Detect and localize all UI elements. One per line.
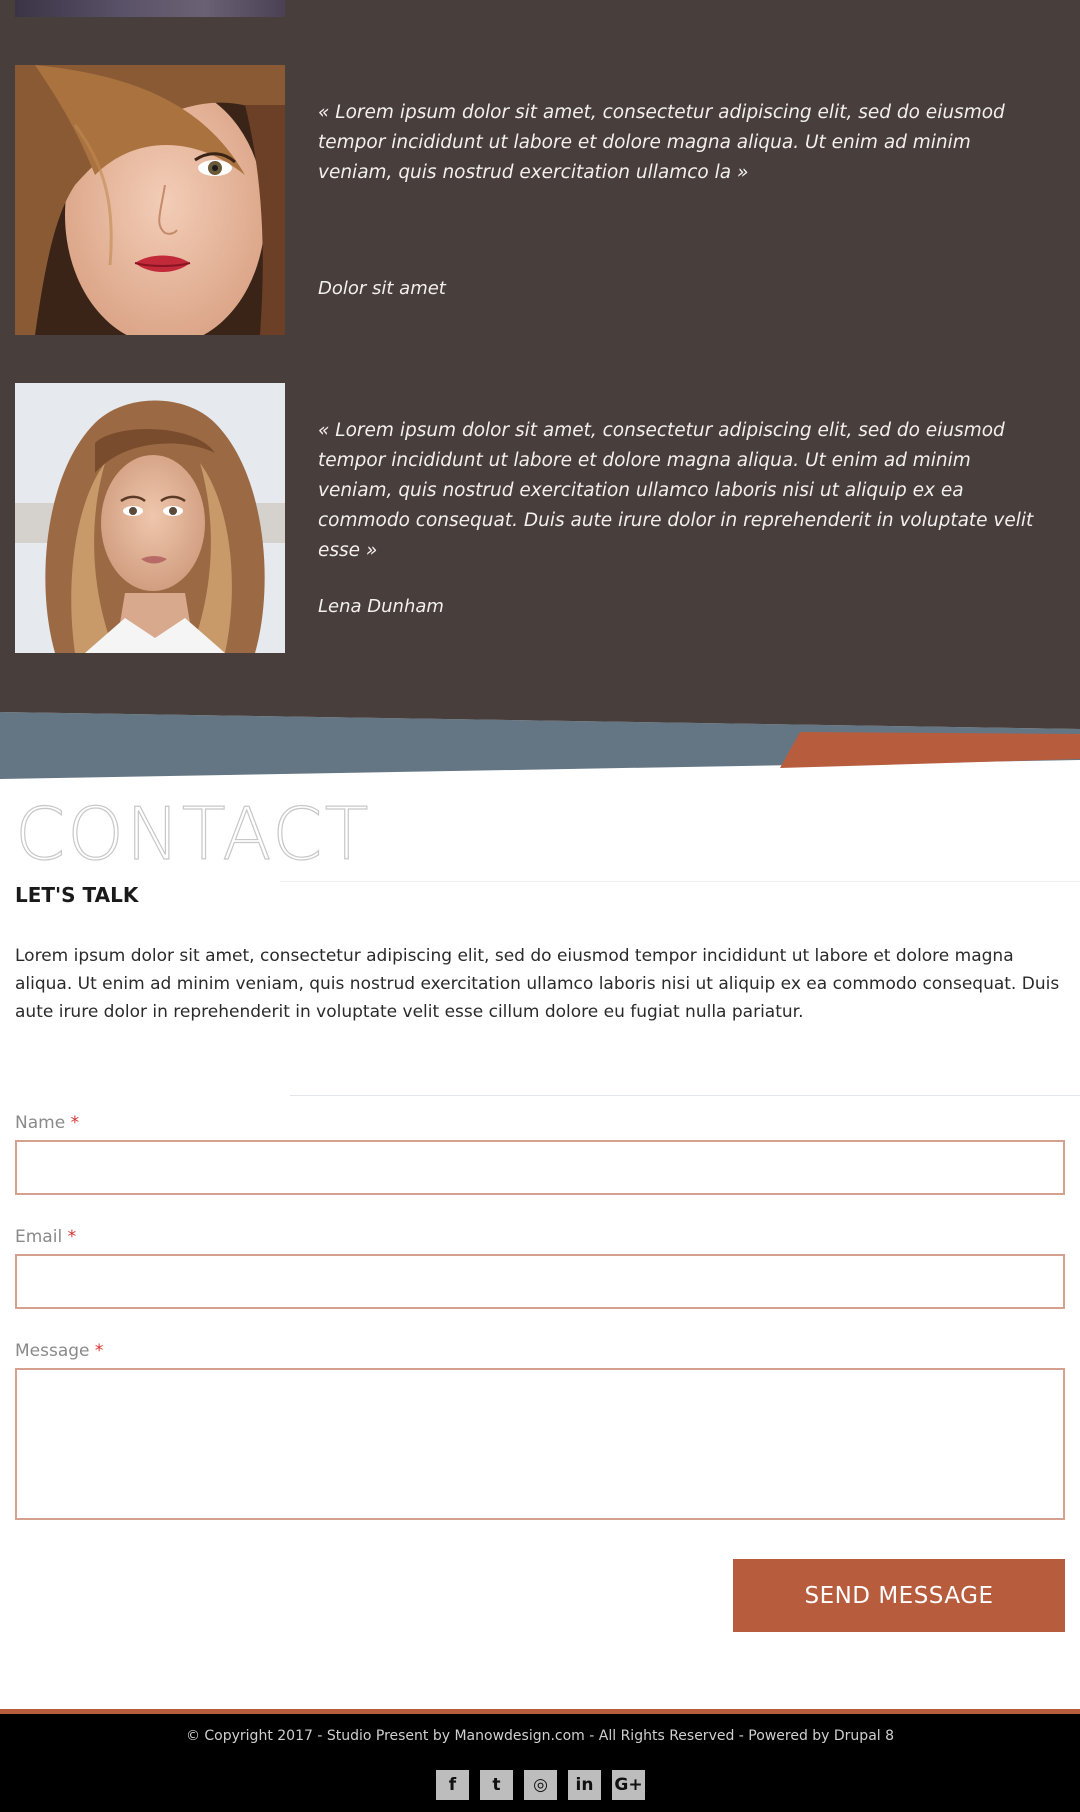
- message-label-text: Message: [15, 1341, 90, 1361]
- divider-line: [280, 881, 1080, 882]
- twitter-icon[interactable]: t: [480, 1770, 513, 1800]
- divider-line: [290, 1095, 1080, 1096]
- required-marker: *: [67, 1227, 77, 1247]
- contact-subtitle: LET'S TALK: [15, 883, 139, 907]
- name-label-text: Name: [15, 1113, 66, 1133]
- send-message-button[interactable]: SEND MESSAGE: [733, 1559, 1065, 1632]
- facebook-icon[interactable]: f: [436, 1770, 469, 1800]
- testimonial-author: Dolor sit amet: [318, 278, 446, 299]
- testimonials-section: [0, 0, 1080, 720]
- linkedin-icon[interactable]: in: [568, 1770, 601, 1800]
- contact-heading: CONTACT: [15, 792, 371, 876]
- contact-description: Lorem ipsum dolor sit amet, consectetur adipiscing elit, sed do eiusmod tempor incididunt ut labore et dolore magna aliqua. Ut enim ad minim veniam, quis nostrud exercitation ullamco laboris nisi ut aliquip ex ea commodo consequat. Duis aute irure dolor in reprehenderit in voluptate velit esse cillum dolore eu fugiat nulla pariatur.: [15, 946, 1060, 1022]
- email-label-text: Email: [15, 1227, 63, 1247]
- testimonial-photo-partial: [15, 0, 285, 17]
- required-marker: *: [70, 1113, 80, 1133]
- testimonial-quote: « Lorem ipsum dolor sit amet, consectetur adipiscing elit, sed do eiusmod tempor incididunt ut labore et dolore magna aliqua. Ut enim ad minim veniam, quis nostrud exercitation ullamco la »: [318, 102, 1005, 183]
- testimonial-quote: « Lorem ipsum dolor sit amet, consectetur adipiscing elit, sed do eiusmod tempor incididunt ut labore et dolore magna aliqua. Ut enim ad minim veniam, quis nostrud exercitation ullamco laboris nisi ut aliquip ex ea commodo consequat. Duis aute irure dolor in reprehenderit in voluptate velit esse »: [318, 420, 1034, 561]
- section-divider: [0, 712, 1080, 782]
- name-label: [15, 1113, 79, 1133]
- email-label: [15, 1227, 76, 1247]
- email-field[interactable]: [15, 1254, 1065, 1309]
- message-label: [15, 1341, 103, 1361]
- instagram-icon[interactable]: ◎: [524, 1770, 557, 1800]
- google-plus-icon[interactable]: G+: [612, 1770, 645, 1800]
- testimonial-photo: [15, 65, 285, 335]
- name-field[interactable]: [15, 1140, 1065, 1195]
- copyright-text: © Copyright 2017 - Studio Present by Manowdesign.com - All Rights Reserved - Powered by Drupal 8: [185, 1728, 895, 1744]
- message-field[interactable]: [15, 1368, 1065, 1520]
- testimonial-photo: [15, 383, 285, 653]
- required-marker: *: [94, 1341, 104, 1361]
- social-links: [436, 1770, 645, 1800]
- testimonial-author: Lena Dunham: [318, 596, 444, 617]
